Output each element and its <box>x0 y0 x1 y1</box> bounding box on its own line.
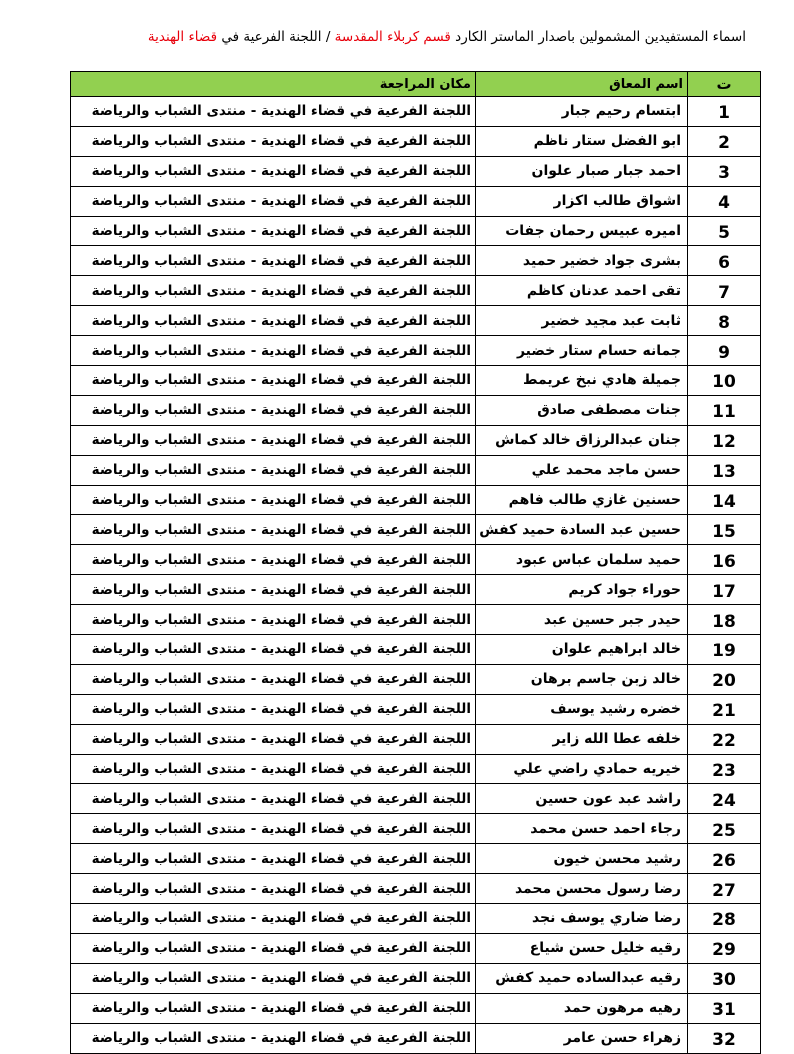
row-name: جميلة هادي نبخ عريمط <box>476 366 688 396</box>
table-row <box>71 545 761 575</box>
row-place: اللجنة الفرعية في قضاء الهندية - منتدى الشباب والرياضة <box>71 216 476 246</box>
table-row <box>71 605 761 635</box>
beneficiaries-table <box>70 71 761 1054</box>
row-place: اللجنة الفرعية في قضاء الهندية - منتدى الشباب والرياضة <box>71 515 476 545</box>
table-row <box>71 724 761 754</box>
row-name: حسن ماجد محمد علي <box>476 455 688 485</box>
row-place: اللجنة الفرعية في قضاء الهندية - منتدى الشباب والرياضة <box>71 933 476 963</box>
row-number: 28 <box>688 904 761 934</box>
table-row <box>71 635 761 665</box>
row-name: تقى احمد عدنان كاظم <box>476 276 688 306</box>
row-name: خالد زبن جاسم برهان <box>476 664 688 694</box>
row-number: 26 <box>688 844 761 874</box>
row-place: اللجنة الفرعية في قضاء الهندية - منتدى الشباب والرياضة <box>71 904 476 934</box>
row-place: اللجنة الفرعية في قضاء الهندية - منتدى الشباب والرياضة <box>71 694 476 724</box>
row-place: اللجنة الفرعية في قضاء الهندية - منتدى الشباب والرياضة <box>71 754 476 784</box>
row-place: اللجنة الفرعية في قضاء الهندية - منتدى الشباب والرياضة <box>71 605 476 635</box>
row-number: 19 <box>688 635 761 665</box>
row-place: اللجنة الفرعية في قضاء الهندية - منتدى الشباب والرياضة <box>71 993 476 1023</box>
row-name: خالد ابراهيم علوان <box>476 635 688 665</box>
row-number: 6 <box>688 246 761 276</box>
title-department: قسم كربلاء المقدسة <box>334 29 451 45</box>
table-row <box>71 186 761 216</box>
row-place: اللجنة الفرعية في قضاء الهندية - منتدى الشباب والرياضة <box>71 814 476 844</box>
row-name: راشد عبد عون حسين <box>476 784 688 814</box>
row-number: 1 <box>688 97 761 127</box>
row-place: اللجنة الفرعية في قضاء الهندية - منتدى الشباب والرياضة <box>71 186 476 216</box>
row-name: رقيه خليل حسن شياع <box>476 933 688 963</box>
table-row <box>71 366 761 396</box>
row-number: 9 <box>688 336 761 366</box>
row-number: 31 <box>688 993 761 1023</box>
page-title <box>46 29 746 45</box>
row-name: بشرى جواد خضير حميد <box>476 246 688 276</box>
table-row <box>71 754 761 784</box>
table-row <box>71 395 761 425</box>
row-name: جمانه حسام ستار خضير <box>476 336 688 366</box>
row-place: اللجنة الفرعية في قضاء الهندية - منتدى الشباب والرياضة <box>71 664 476 694</box>
row-name: رجاء احمد حسن محمد <box>476 814 688 844</box>
table-row <box>71 784 761 814</box>
row-number: 29 <box>688 933 761 963</box>
table-row <box>71 575 761 605</box>
row-name: اميره عبيس رحمان جفات <box>476 216 688 246</box>
row-number: 22 <box>688 724 761 754</box>
row-name: ثابت عبد مجيد خضير <box>476 306 688 336</box>
row-place: اللجنة الفرعية في قضاء الهندية - منتدى الشباب والرياضة <box>71 336 476 366</box>
row-place: اللجنة الفرعية في قضاء الهندية - منتدى الشباب والرياضة <box>71 784 476 814</box>
row-name: رشيد محسن خيون <box>476 844 688 874</box>
row-name: خضره رشيد يوسف <box>476 694 688 724</box>
table-row <box>71 694 761 724</box>
row-number: 12 <box>688 425 761 455</box>
header-name: اسم المعاق <box>476 72 688 97</box>
row-place: اللجنة الفرعية في قضاء الهندية - منتدى الشباب والرياضة <box>71 963 476 993</box>
row-place: اللجنة الفرعية في قضاء الهندية - منتدى الشباب والرياضة <box>71 276 476 306</box>
row-place: اللجنة الفرعية في قضاء الهندية - منتدى الشباب والرياضة <box>71 246 476 276</box>
row-number: 32 <box>688 1023 761 1053</box>
table-row <box>71 664 761 694</box>
table-row <box>71 904 761 934</box>
row-place: اللجنة الفرعية في قضاء الهندية - منتدى الشباب والرياضة <box>71 1023 476 1053</box>
table-row <box>71 515 761 545</box>
row-number: 14 <box>688 485 761 515</box>
row-place: اللجنة الفرعية في قضاء الهندية - منتدى الشباب والرياضة <box>71 126 476 156</box>
row-place: اللجنة الفرعية في قضاء الهندية - منتدى الشباب والرياضة <box>71 455 476 485</box>
table-row <box>71 1023 761 1053</box>
row-number: 21 <box>688 694 761 724</box>
table-row <box>71 814 761 844</box>
row-number: 20 <box>688 664 761 694</box>
row-number: 10 <box>688 366 761 396</box>
row-number: 15 <box>688 515 761 545</box>
row-place: اللجنة الفرعية في قضاء الهندية - منتدى الشباب والرياضة <box>71 635 476 665</box>
row-number: 16 <box>688 545 761 575</box>
row-number: 27 <box>688 874 761 904</box>
row-place: اللجنة الفرعية في قضاء الهندية - منتدى الشباب والرياضة <box>71 724 476 754</box>
table-row <box>71 126 761 156</box>
table-row <box>71 97 761 127</box>
row-number: 25 <box>688 814 761 844</box>
table-row <box>71 276 761 306</box>
row-name: حيدر جبر حسين عبد <box>476 605 688 635</box>
row-name: ابتسام رحيم جبار <box>476 97 688 127</box>
table-row <box>71 485 761 515</box>
row-name: زهراء حسن عامر <box>476 1023 688 1053</box>
table-header-row <box>71 72 761 97</box>
table-row <box>71 425 761 455</box>
row-place: اللجنة الفرعية في قضاء الهندية - منتدى الشباب والرياضة <box>71 485 476 515</box>
row-number: 24 <box>688 784 761 814</box>
table-row <box>71 874 761 904</box>
row-name: رقيه عبدالساده حميد كفش <box>476 963 688 993</box>
row-number: 11 <box>688 395 761 425</box>
table-row <box>71 156 761 186</box>
row-number: 17 <box>688 575 761 605</box>
row-name: جنات مصطفى صادق <box>476 395 688 425</box>
title-main: اسماء المستفيدين المشمولين باصدار الماستر الكارد <box>450 29 746 45</box>
row-name: ابو الفضل ستار ناظم <box>476 126 688 156</box>
row-number: 3 <box>688 156 761 186</box>
row-number: 23 <box>688 754 761 784</box>
row-place: اللجنة الفرعية في قضاء الهندية - منتدى الشباب والرياضة <box>71 425 476 455</box>
title-district: قضاء الهندية <box>147 29 218 45</box>
table-row <box>71 963 761 993</box>
row-number: 2 <box>688 126 761 156</box>
row-name: خيريه حمادي راضي علي <box>476 754 688 784</box>
row-place: اللجنة الفرعية في قضاء الهندية - منتدى الشباب والرياضة <box>71 97 476 127</box>
row-number: 30 <box>688 963 761 993</box>
title-committee: / اللجنة الفرعية في <box>217 29 335 45</box>
row-place: اللجنة الفرعية في قضاء الهندية - منتدى الشباب والرياضة <box>71 874 476 904</box>
row-name: احمد جبار صبار علوان <box>476 156 688 186</box>
row-place: اللجنة الفرعية في قضاء الهندية - منتدى الشباب والرياضة <box>71 395 476 425</box>
table-row <box>71 993 761 1023</box>
header-place: مكان المراجعة <box>71 72 476 97</box>
row-number: 13 <box>688 455 761 485</box>
table-row <box>71 844 761 874</box>
row-name: رضا ضاري يوسف نجد <box>476 904 688 934</box>
table-row <box>71 216 761 246</box>
row-number: 7 <box>688 276 761 306</box>
row-place: اللجنة الفرعية في قضاء الهندية - منتدى الشباب والرياضة <box>71 156 476 186</box>
row-number: 5 <box>688 216 761 246</box>
table-row <box>71 933 761 963</box>
header-number: ت <box>688 72 761 97</box>
row-name: حوراء جواد كريم <box>476 575 688 605</box>
row-place: اللجنة الفرعية في قضاء الهندية - منتدى الشباب والرياضة <box>71 306 476 336</box>
row-name: رضا رسول محسن محمد <box>476 874 688 904</box>
table-row <box>71 306 761 336</box>
row-name: جنان عبدالرزاق خالد كماش <box>476 425 688 455</box>
row-name: حسين عبد السادة حميد كفش <box>476 515 688 545</box>
table-row <box>71 246 761 276</box>
row-place: اللجنة الفرعية في قضاء الهندية - منتدى الشباب والرياضة <box>71 844 476 874</box>
row-name: خلفه عطا الله زاير <box>476 724 688 754</box>
row-number: 18 <box>688 605 761 635</box>
row-name: رهيه مرهون حمد <box>476 993 688 1023</box>
row-number: 4 <box>688 186 761 216</box>
table-row <box>71 336 761 366</box>
row-number: 8 <box>688 306 761 336</box>
row-name: حسنين غازي طالب فاهم <box>476 485 688 515</box>
row-name: حميد سلمان عباس عبود <box>476 545 688 575</box>
row-place: اللجنة الفرعية في قضاء الهندية - منتدى الشباب والرياضة <box>71 575 476 605</box>
table-row <box>71 455 761 485</box>
row-name: اشواق طالب اكزار <box>476 186 688 216</box>
row-place: اللجنة الفرعية في قضاء الهندية - منتدى الشباب والرياضة <box>71 366 476 396</box>
row-place: اللجنة الفرعية في قضاء الهندية - منتدى الشباب والرياضة <box>71 545 476 575</box>
